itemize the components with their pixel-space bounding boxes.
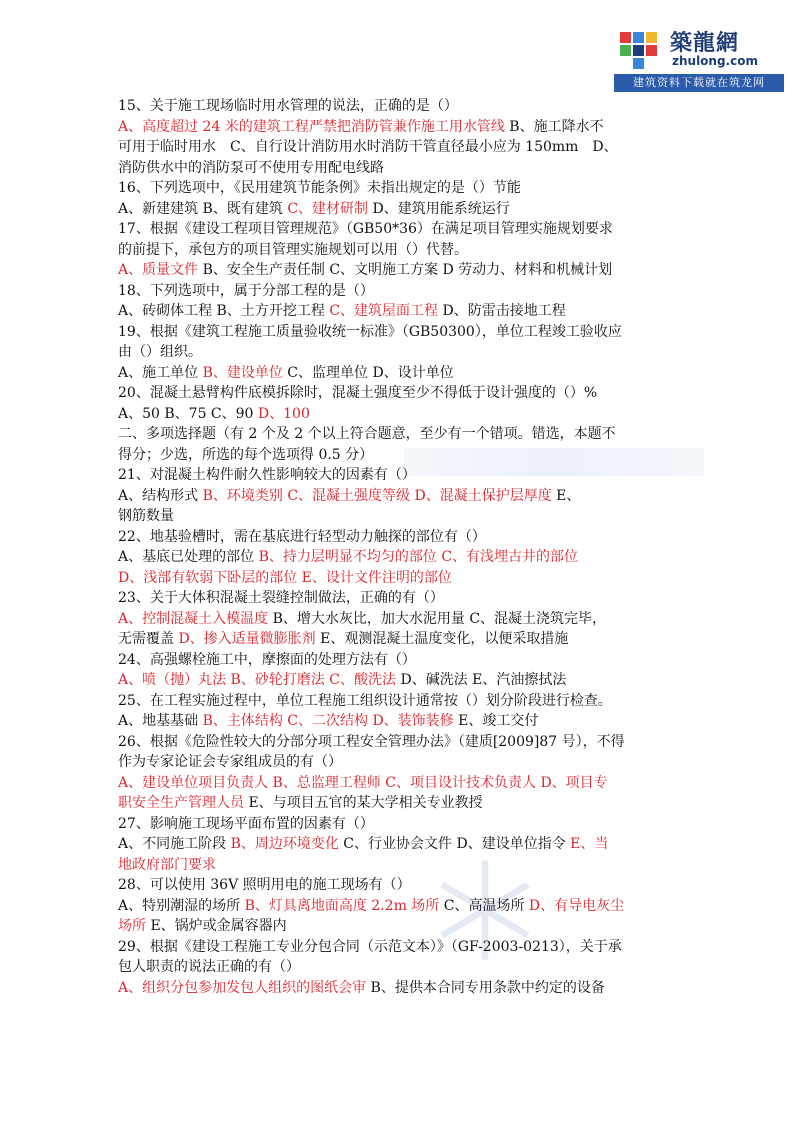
text-line bbox=[118, 281, 678, 302]
highlighted-answer: A、建设单位项目负责人 B、总监理工程师 C、项目设计技术负责人 D、项目专 bbox=[118, 774, 608, 791]
text-segment: B、增大水灰比，加大水泥用量 C、混凝土浇筑完毕， bbox=[268, 610, 607, 627]
text-segment: E、 bbox=[551, 487, 581, 504]
text-segment: 17、根据《建设工程项目管理规范》（GB50*36）在满足项目管理实施规划要求 bbox=[118, 221, 613, 237]
highlighted-answer: B、持力层明显不均匀的部位 bbox=[258, 549, 437, 565]
text-line bbox=[118, 486, 678, 507]
highlighted-answer: C、有浅埋古井的部位 bbox=[441, 549, 579, 565]
highlighted-answer: E、当 bbox=[570, 836, 609, 852]
text-segment: 26、根据《危险性较大的分部分项工程安全管理办法》（建质[2009]87 号），不得 bbox=[118, 733, 625, 750]
text-segment: 二、多项选择题（有 2 个及 2 个以上符合题意，至少有一个错项。错选，本题不 bbox=[118, 426, 616, 442]
highlighted-answer: C、建筑屋面工程 bbox=[329, 303, 439, 319]
text-line bbox=[118, 219, 678, 240]
text-segment: 无需覆盖 bbox=[118, 631, 179, 647]
highlighted-answer: C、建材研制 bbox=[287, 200, 369, 217]
text-line bbox=[118, 301, 678, 322]
highlighted-answer: D、有导电灰尘 bbox=[528, 897, 625, 914]
highlighted-answer: D、掺入适量微膨胀剂 bbox=[178, 631, 316, 647]
text-line bbox=[118, 978, 678, 999]
text-line bbox=[118, 96, 678, 117]
highlighted-answer: A、控制混凝土入模温度 bbox=[118, 610, 269, 627]
text-segment: A、50 B、75 C、90 bbox=[118, 405, 258, 422]
text-segment: 消防供水中的消防泵可不使用专用配电线路 bbox=[118, 159, 384, 176]
text-line bbox=[118, 363, 678, 384]
text-segment: 20、混凝土悬臂构件底模拆除时，混凝土强度至少不得低于设计强度的（）% bbox=[118, 385, 598, 401]
text-segment: A、新建建筑 B、既有建筑 bbox=[118, 200, 288, 217]
text-segment: E、观测混凝土温度变化，以便采取措施 bbox=[315, 631, 569, 647]
text-line bbox=[118, 793, 678, 814]
highlighted-answer: B、主体结构 C、二次结构 D、装饰装修 bbox=[202, 713, 454, 729]
text-line bbox=[118, 404, 678, 425]
highlighted-answer: B、环境类别 bbox=[202, 487, 283, 504]
question-list bbox=[118, 96, 678, 998]
text-segment: A、基底已处理的部位 bbox=[118, 549, 259, 565]
text-line bbox=[118, 916, 678, 937]
text-line bbox=[118, 527, 678, 548]
text-segment: E、锅炉或金属容器内 bbox=[146, 918, 287, 934]
text-segment: 包人职责的说法正确的有（） bbox=[118, 959, 300, 975]
text-line bbox=[118, 342, 678, 363]
highlighted-answer: A、喷（抛）丸法 B、砂轮打磨法 C、酸洗法 bbox=[118, 672, 397, 688]
text-line bbox=[118, 158, 678, 179]
text-line bbox=[118, 752, 678, 773]
text-segment: D、防雷击接地工程 bbox=[438, 303, 566, 319]
text-line bbox=[118, 465, 678, 486]
highlighted-answer: 地政府部门要求 bbox=[118, 856, 216, 873]
text-segment: 16、下列选项中，《民用建筑节能条例》未指出规定的是（）节能 bbox=[118, 180, 521, 196]
text-line bbox=[118, 732, 678, 753]
text-line bbox=[118, 711, 678, 732]
text-segment: C、高温场所 bbox=[439, 897, 529, 914]
highlighted-answer: A、组织分包参加发包人组织的图纸会审 bbox=[118, 979, 367, 996]
text-segment: 22、地基验槽时，需在基底进行轻型动力触探的部位有（） bbox=[118, 528, 486, 545]
text-segment: 29、根据《建设工程施工专业分包合同（示范文本）》（GF-2003-0213），关于承 bbox=[118, 938, 622, 955]
highlighted-answer: D、混凝土保护层厚度 bbox=[414, 487, 552, 504]
text-segment: E、竣工交付 bbox=[453, 713, 539, 729]
text-segment: 19、根据《建筑工程施工质量验收统一标准》（GB50300），单位工程竣工验收应 bbox=[118, 323, 622, 340]
text-segment: A、地基基础 bbox=[118, 713, 203, 729]
text-line bbox=[118, 609, 678, 630]
highlighted-answer: 场所 bbox=[118, 918, 146, 934]
highlighted-answer: B、建设单位 bbox=[202, 364, 283, 381]
text-line bbox=[118, 117, 678, 138]
text-line bbox=[118, 937, 678, 958]
text-line bbox=[118, 629, 678, 650]
text-line bbox=[118, 240, 678, 261]
text-segment: 得分；少选，所选的每个选项得 0.5 分） bbox=[118, 446, 374, 463]
text-line bbox=[118, 957, 678, 978]
text-line bbox=[118, 650, 678, 671]
text-line bbox=[118, 260, 678, 281]
text-line bbox=[118, 814, 678, 835]
text-line bbox=[118, 445, 678, 466]
text-segment: 21、对混凝土构件耐久性影响较大的因素有（） bbox=[118, 467, 416, 483]
text-line bbox=[118, 588, 678, 609]
text-segment: A、结构形式 bbox=[118, 487, 203, 504]
text-line bbox=[118, 691, 678, 712]
text-line bbox=[118, 834, 678, 855]
text-segment: 由（）组织。 bbox=[118, 344, 202, 360]
text-segment: B、提供本合同专用条款中约定的设备 bbox=[366, 979, 605, 996]
logo-domain: zhulong.com bbox=[672, 54, 758, 68]
highlighted-answer: B、灯具离地面高度 2.2m 场所 bbox=[244, 897, 440, 914]
text-segment: 24、高强螺栓施工中，摩擦面的处理方法有（） bbox=[118, 651, 416, 668]
text-segment: 18、下列选项中，属于分部工程的是（） bbox=[118, 282, 374, 299]
text-line bbox=[118, 322, 678, 343]
text-segment: B、施工降水不 bbox=[504, 118, 604, 135]
text-segment: 25、在工程实施过程中，单位工程施工组织设计通常按（）划分阶段进行检查。 bbox=[118, 692, 612, 709]
text-segment: A、特别潮湿的场所 bbox=[118, 897, 245, 914]
highlighted-answer: C、混凝土强度等级 bbox=[287, 487, 411, 504]
text-segment: A、施工单位 bbox=[118, 364, 203, 381]
zhulong-logo bbox=[612, 22, 784, 94]
text-line bbox=[118, 568, 678, 589]
zhulong-badge-icon bbox=[618, 26, 666, 70]
text-line bbox=[118, 547, 678, 568]
text-line bbox=[118, 424, 678, 445]
text-segment: D、建筑用能系统运行 bbox=[368, 200, 510, 217]
text-segment: 的前提下，承包方的项目管理实施规划可以用（）代替。 bbox=[118, 241, 468, 258]
text-segment: 27、影响施工现场平面布置的因素有（） bbox=[118, 815, 374, 832]
highlighted-answer: B、周边环境变化 bbox=[230, 836, 339, 852]
text-segment: C、行业协会文件 D、建设单位指令 bbox=[338, 836, 571, 852]
text-segment: E、与项目五官的某大学相关专业教授 bbox=[244, 795, 483, 811]
highlighted-answer: D、浅部有软弱下卧层的部位 E、设计文件注明的部位 bbox=[118, 569, 452, 586]
text-segment: 可用于临时用水 C、自行设计消防用水时消防干管直径最小应为 150mm D、 bbox=[118, 139, 618, 155]
text-segment: B、安全生产责任制 C、文明施工方案 D 劳动力、材料和机械计划 bbox=[198, 262, 613, 278]
text-segment: A、不同施工阶段 bbox=[118, 836, 231, 852]
logo-slogan: 建筑资料下载就在筑龙网 bbox=[614, 74, 784, 92]
text-segment: D、碱洗法 E、汽油擦拭法 bbox=[396, 672, 567, 688]
text-line bbox=[118, 178, 678, 199]
text-line bbox=[118, 896, 678, 917]
text-segment: A、砖砌体工程 B、土方开挖工程 bbox=[118, 303, 330, 319]
text-segment: 作为专家论证会专家组成员的有（） bbox=[118, 754, 342, 770]
text-segment: 28、可以使用 36V 照明用电的施工现场有（） bbox=[118, 877, 411, 893]
text-line bbox=[118, 875, 678, 896]
text-segment: 23、关于大体积混凝土裂缝控制做法，正确的有（） bbox=[118, 590, 444, 606]
text-line bbox=[118, 670, 678, 691]
text-line bbox=[118, 137, 678, 158]
logo-name: 築龍網 bbox=[670, 30, 740, 56]
text-line bbox=[118, 773, 678, 794]
highlighted-answer: D、100 bbox=[257, 405, 310, 422]
text-line bbox=[118, 506, 678, 527]
highlighted-answer: A、高度超过 24 米的建筑工程严禁把消防管兼作施工用水管线 bbox=[118, 118, 505, 135]
text-line bbox=[118, 383, 678, 404]
highlighted-answer: 职安全生产管理人员 bbox=[118, 795, 244, 811]
text-segment: 15、关于施工现场临时用水管理的说法，正确的是（） bbox=[118, 98, 458, 114]
text-line bbox=[118, 199, 678, 220]
highlighted-answer: A、质量文件 bbox=[118, 262, 199, 278]
text-line bbox=[118, 855, 678, 876]
text-segment: 钢筋数量 bbox=[118, 508, 174, 524]
text-segment: C、监理单位 D、设计单位 bbox=[282, 364, 454, 381]
